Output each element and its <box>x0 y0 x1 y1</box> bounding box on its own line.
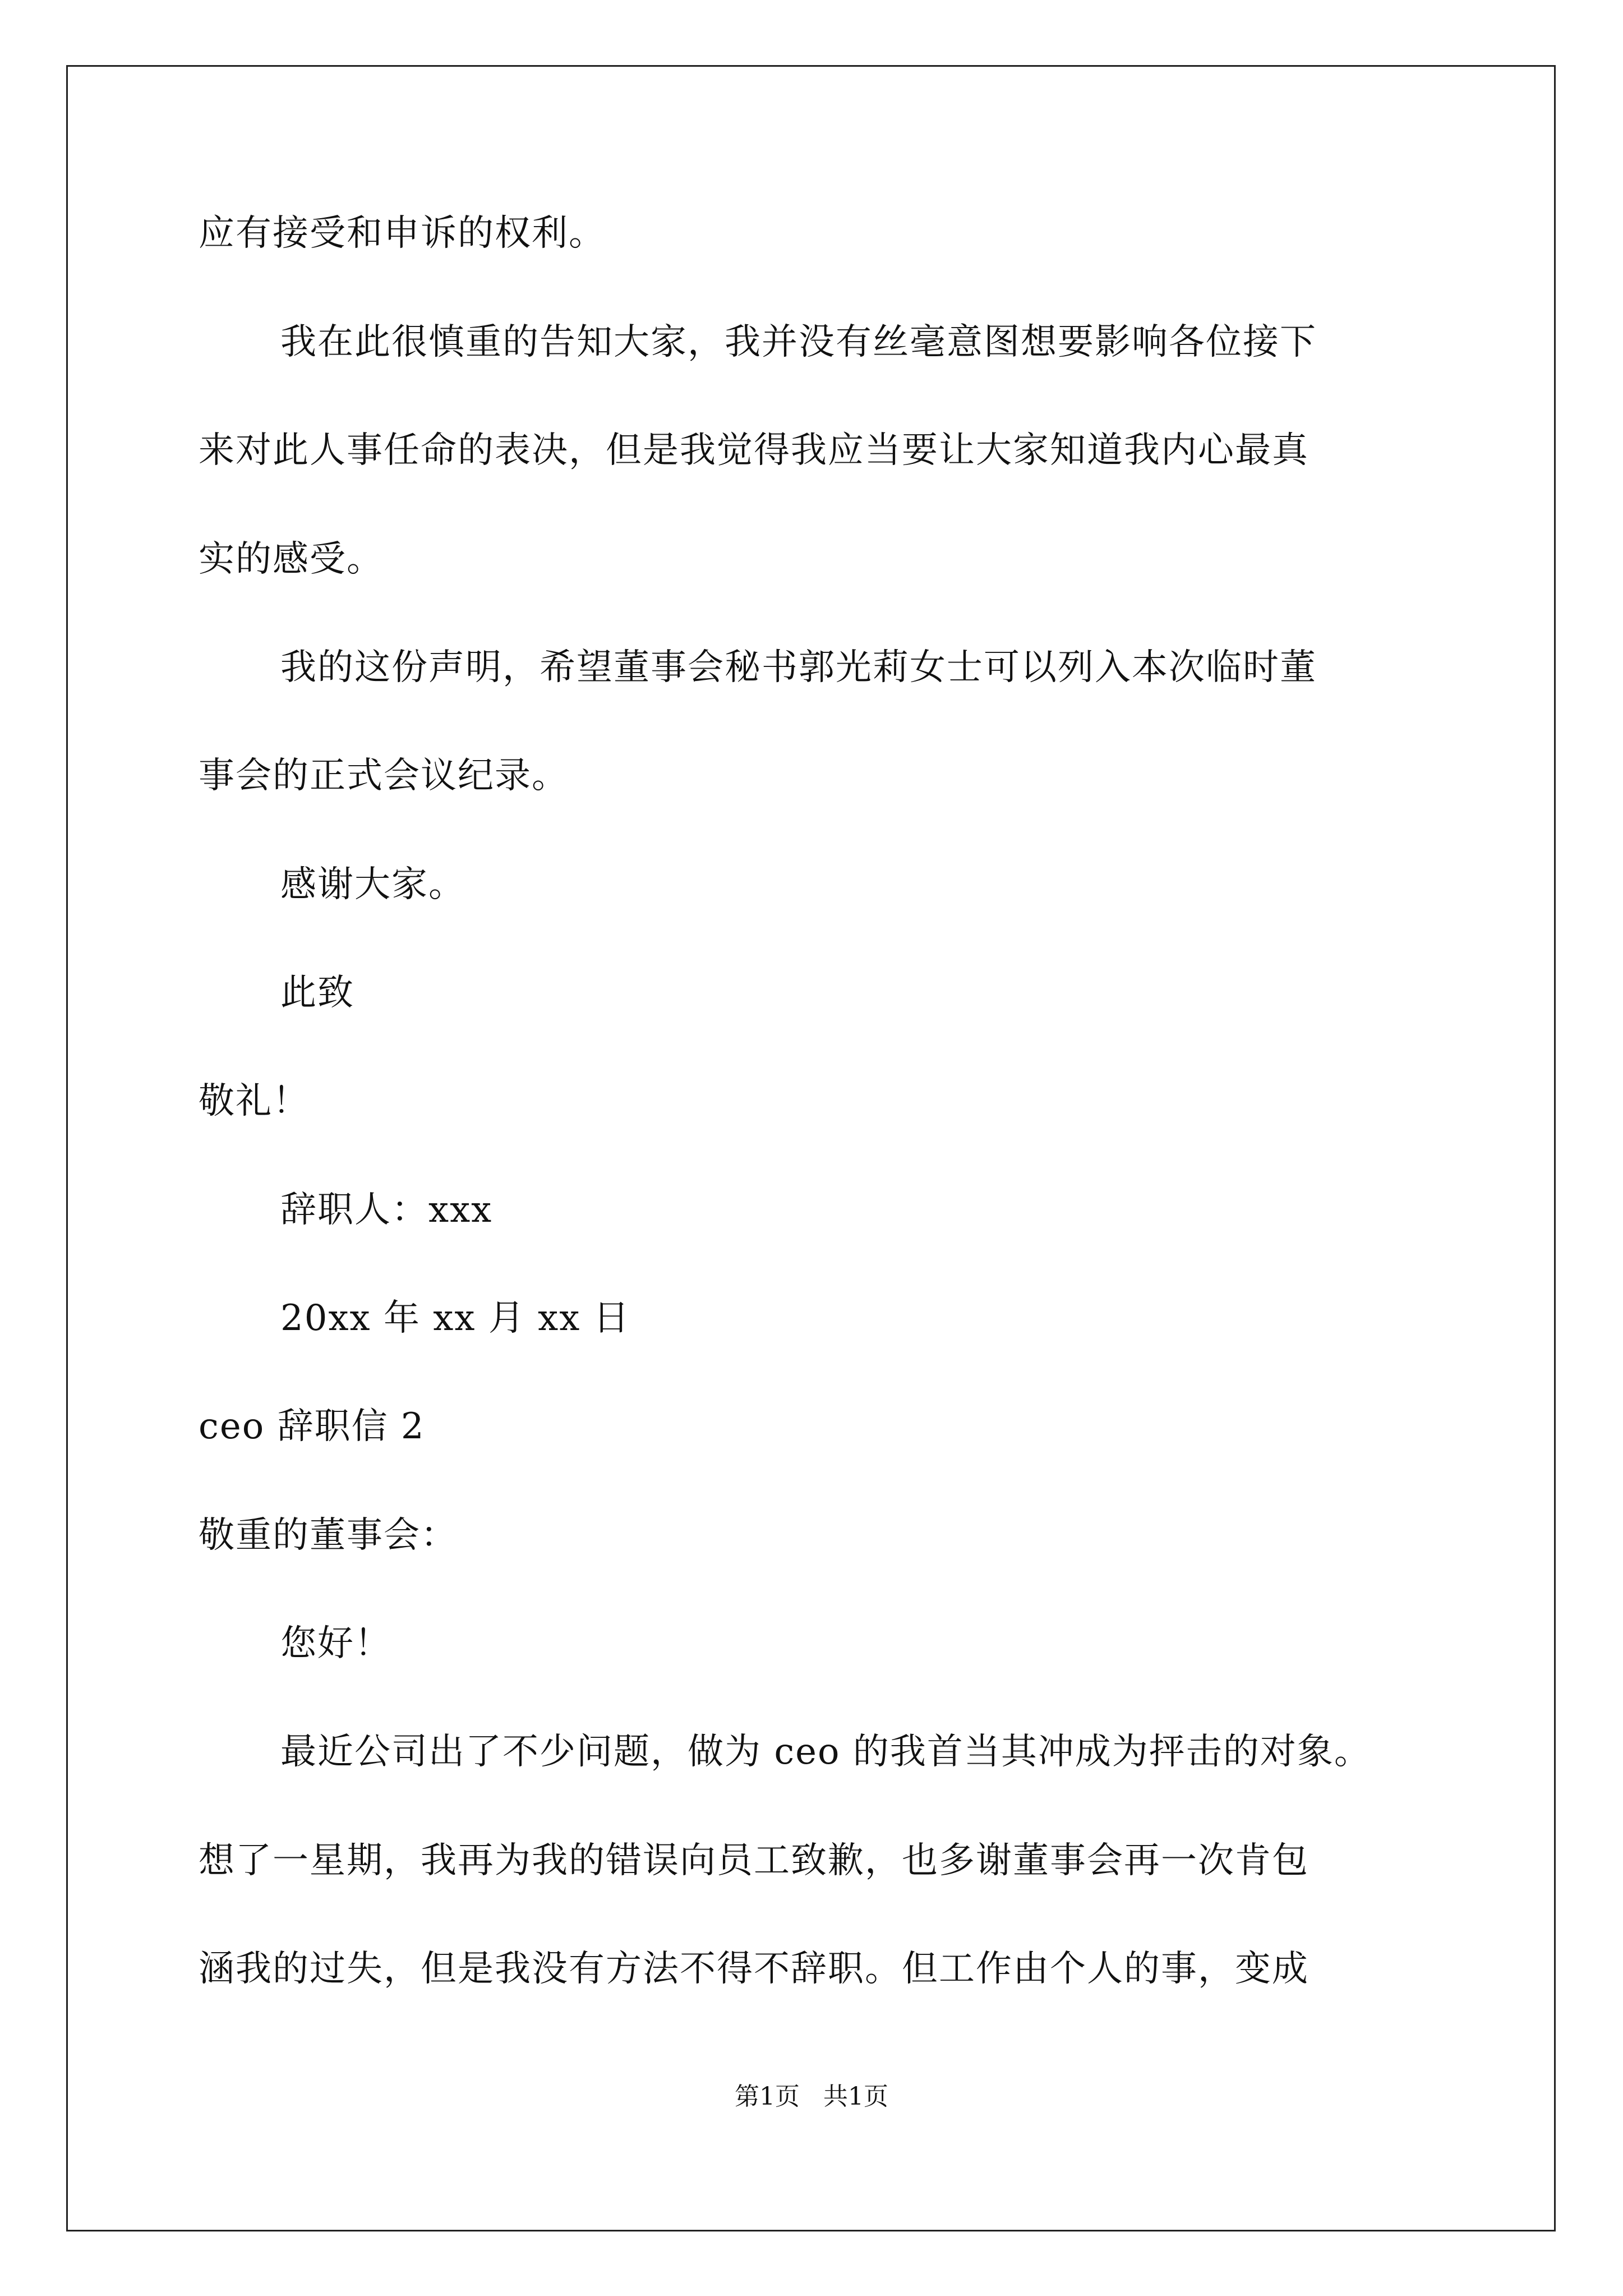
body-line-17: 涵我的过失，但是我没有方法不得不辞职。但工作由个人的事，变成 <box>199 1948 1309 1990</box>
body-line-6: 事会的正式会议纪录。 <box>199 755 569 797</box>
body-line-10: 辞职人：xxx <box>280 1189 493 1231</box>
body-line-4: 实的感受。 <box>199 539 384 580</box>
body-line-11: 20xx 年 xx 月 xx 日 <box>280 1297 630 1339</box>
body-line-13: 敬重的董事会： <box>199 1515 458 1556</box>
page-border <box>66 65 1556 2231</box>
body-line-12: ceo 辞职信 2 <box>199 1406 425 1447</box>
body-line-9: 敬礼！ <box>199 1080 310 1122</box>
body-line-2: 我在此很慎重的告知大家，我并没有丝毫意图想要影响各位接下 <box>280 321 1317 363</box>
page-footer: 第1页 共1页 <box>735 2082 888 2111</box>
body-line-5: 我的这份声明，希望董事会秘书郭光莉女士可以列入本次临时董 <box>280 647 1317 688</box>
body-line-8: 此致 <box>280 972 354 1014</box>
body-line-7: 感谢大家。 <box>280 864 465 905</box>
body-line-3: 来对此人事任命的表决，但是我觉得我应当要让大家知道我内心最真 <box>199 430 1309 471</box>
body-line-1: 应有接受和申诉的权利。 <box>199 213 606 254</box>
body-line-15: 最近公司出了不少问题，做为 ceo 的我首当其冲成为抨击的对象。 <box>280 1731 1371 1773</box>
body-line-16: 想了一星期，我再为我的错误向员工致歉，也多谢董事会再一次肯包 <box>199 1840 1309 1881</box>
body-line-14: 您好！ <box>280 1623 391 1664</box>
